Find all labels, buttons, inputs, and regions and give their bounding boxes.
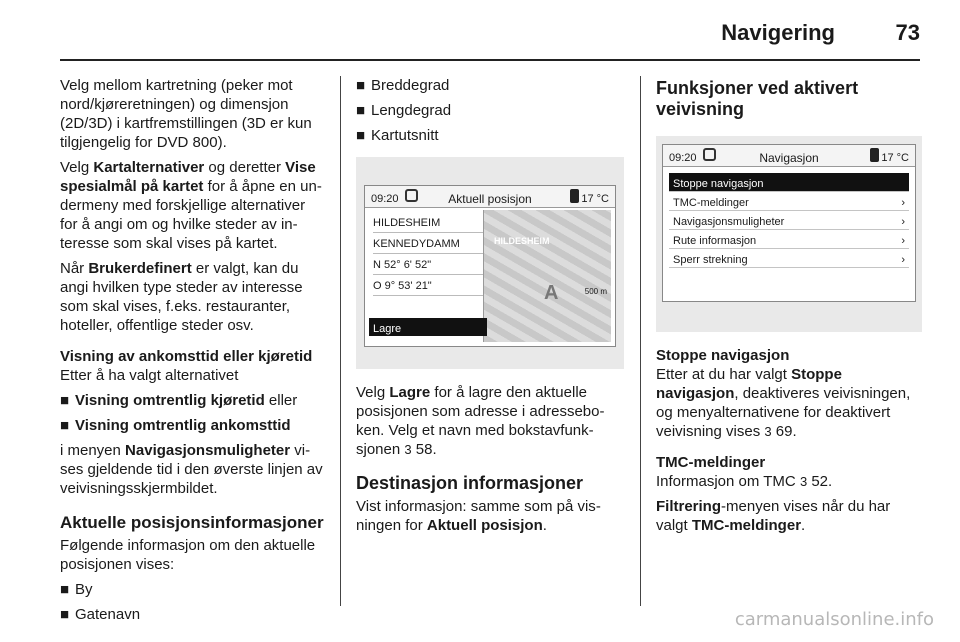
subheading: Stoppe navigasjon (656, 347, 790, 364)
text: Lengdegrad (371, 102, 452, 119)
menu-item-label: Stoppe navigasjon (673, 178, 764, 190)
paragraph (356, 497, 624, 535)
text: Når (60, 260, 89, 277)
reference-icon: 3 (404, 442, 412, 457)
screen-frame (662, 144, 916, 302)
reference-icon: 3 (764, 424, 772, 439)
section-heading: Destinasjon informasjoner (356, 473, 584, 493)
screen-status-bar (365, 186, 615, 208)
screen-time: 09:20 (371, 193, 399, 205)
text: . (801, 517, 806, 534)
menu-item-nav-options (669, 211, 909, 230)
column-2 (356, 76, 624, 541)
screenshot-current-position (356, 157, 624, 369)
text: og deretter (204, 159, 286, 176)
chevron-right-icon: › (901, 254, 905, 266)
save-button: Lagre (369, 318, 487, 336)
text: , deaktiveres veivisningen, og menyalternativene for deaktivert veivisning vises (656, 385, 911, 440)
menu-item-label: Sperr strekning (673, 254, 748, 266)
paragraph (60, 259, 326, 335)
page-title: Navigering (721, 20, 835, 45)
text: Velg (60, 159, 94, 176)
page-number: 73 (895, 20, 920, 45)
page-header (0, 0, 960, 62)
position-latitude: N 52° 6' 52" (373, 256, 489, 275)
position-city: HILDESHEIM (373, 214, 489, 233)
text: i menyen (60, 442, 126, 459)
text: Etter at du har valgt (656, 366, 792, 383)
map-marker: A (544, 282, 559, 304)
menu-term: TMC-meldinger (691, 517, 802, 534)
bullet-icon: ■ (60, 417, 70, 434)
screen-time: 09:20 (669, 152, 697, 164)
subheading: TMC-meldinger (656, 454, 766, 471)
chevron-right-icon: › (901, 235, 905, 247)
page-reference: 69. (775, 423, 797, 440)
bullet-icon: ■ (60, 606, 70, 623)
text: er valgt, kan du angi hvilken type steder av interesse som skal vises, f.eks. restauranter, hoteller, offentlige steder osv. (60, 260, 303, 334)
menu-term: Visning omtrentlig ankomsttid (75, 417, 291, 434)
menu-item-label: Rute informasjon (673, 235, 757, 247)
menu-term: Visning omtrentlig kjøretid (75, 392, 265, 409)
bullet-icon: ■ (60, 392, 70, 409)
text: for å lagre den aktuelle posisjonen som adresse i adresseboken. Velg et navn med bokstavfunksjonen (356, 384, 605, 458)
bullet-icon: ■ (356, 77, 366, 94)
text: . (542, 517, 547, 534)
menu-term: Filtrering (656, 498, 722, 515)
text: vises gjeldende tid i den øverste linjen av veivisningsskjermbildet. (60, 442, 323, 497)
bullet-item (356, 76, 624, 95)
text: Vist informasjon: samme som på visningen for (356, 498, 601, 534)
map-scale: 500 m (584, 287, 607, 296)
bullet-item (356, 101, 624, 120)
map-view (483, 210, 611, 342)
navigation-menu (669, 173, 909, 268)
phone-icon (570, 189, 579, 203)
paragraph (60, 441, 326, 498)
menu-item-route-info (669, 230, 909, 249)
section-heading: Funksjoner ved aktivert veivisning (656, 78, 859, 119)
bullet-icon: ■ (356, 127, 366, 144)
page-reference: 52. (811, 473, 833, 490)
text: Gatenavn (75, 606, 141, 623)
chevron-right-icon: › (901, 197, 905, 209)
subheading: Visning av ankomsttid eller kjøretid (60, 348, 313, 365)
column-divider-2 (640, 76, 641, 606)
screen-frame (364, 185, 616, 347)
header-rule (60, 59, 920, 61)
paragraph (356, 383, 624, 459)
text: -menyen vises når du har valgt (656, 498, 891, 534)
menu-item-block-route (669, 249, 909, 268)
paragraph (656, 472, 922, 491)
menu-term: Brukerdefinert (88, 260, 192, 277)
position-street: KENNEDYDAMM (373, 235, 489, 254)
text: Kartutsnitt (371, 127, 439, 144)
bullet-item (60, 416, 326, 435)
position-longitude: O 9° 53' 21" (373, 277, 489, 296)
bullet-item (356, 126, 624, 145)
paragraph: Følgende informasjon om den aktuelle posisjonen vises: (60, 537, 316, 573)
menu-term: Aktuell posisjon (426, 517, 543, 534)
screen-temperature: 17 °C (581, 193, 609, 205)
bullet-item (60, 580, 326, 599)
menu-term: Kartalternativer (93, 159, 205, 176)
menu-term: Stoppe navigasjon (656, 366, 842, 402)
text: eller (264, 392, 298, 409)
text: By (75, 581, 93, 598)
paragraph (60, 158, 326, 253)
phone-icon (870, 148, 879, 162)
bullet-item (60, 605, 326, 624)
text: Velg (356, 384, 390, 401)
watermark: carmanualsonline.info (734, 609, 934, 630)
map-city-label: HILDESHEIM (494, 236, 550, 246)
section-heading: Aktuelle posisjonsinformasjoner (60, 513, 324, 532)
position-lines (373, 214, 489, 298)
reference-icon: 3 (799, 474, 808, 489)
menu-item-label: Navigasjonsmuligheter (673, 216, 785, 228)
paragraph: Velg mellom kartretning (peker mot nord/kjøreretningen) og dimensjon (2D/3D) i kartfremstillingen (3D er kun tilgjengelig for DVD 800). (60, 77, 312, 151)
bullet-icon: ■ (356, 102, 366, 119)
menu-term: Navigasjonsmuligheter (125, 442, 291, 459)
paragraph (656, 497, 922, 535)
menu-item-tmc (669, 192, 909, 211)
chevron-right-icon: › (901, 216, 905, 228)
column-divider-1 (340, 76, 341, 606)
screen-status-bar (663, 145, 915, 167)
screenshot-navigation-menu (656, 136, 922, 332)
menu-item-stop-navigation (669, 173, 909, 192)
column-1 (60, 76, 326, 630)
bullet-icon: ■ (60, 581, 70, 598)
text: for å åpne en undermeny med forskjellige alternativer for å angi om og hvilke steder av interesse som skal vises på kartet. (60, 178, 322, 252)
bullet-item (60, 391, 326, 410)
menu-term: Vise spesialmål på kartet (60, 159, 316, 195)
menu-term: Lagre (389, 384, 431, 401)
text: Informasjon om TMC (656, 473, 800, 490)
paragraph: Etter å ha valgt alternativet (60, 367, 239, 384)
screen-title: Navigasjon (759, 151, 819, 165)
screen-title: Aktuell posisjon (448, 192, 532, 206)
text: Breddegrad (371, 77, 450, 94)
menu-item-label: TMC-meldinger (673, 197, 749, 209)
paragraph (656, 365, 922, 441)
page-reference: 58. (415, 441, 437, 458)
column-3 (656, 76, 922, 541)
screen-temperature: 17 °C (881, 152, 909, 164)
